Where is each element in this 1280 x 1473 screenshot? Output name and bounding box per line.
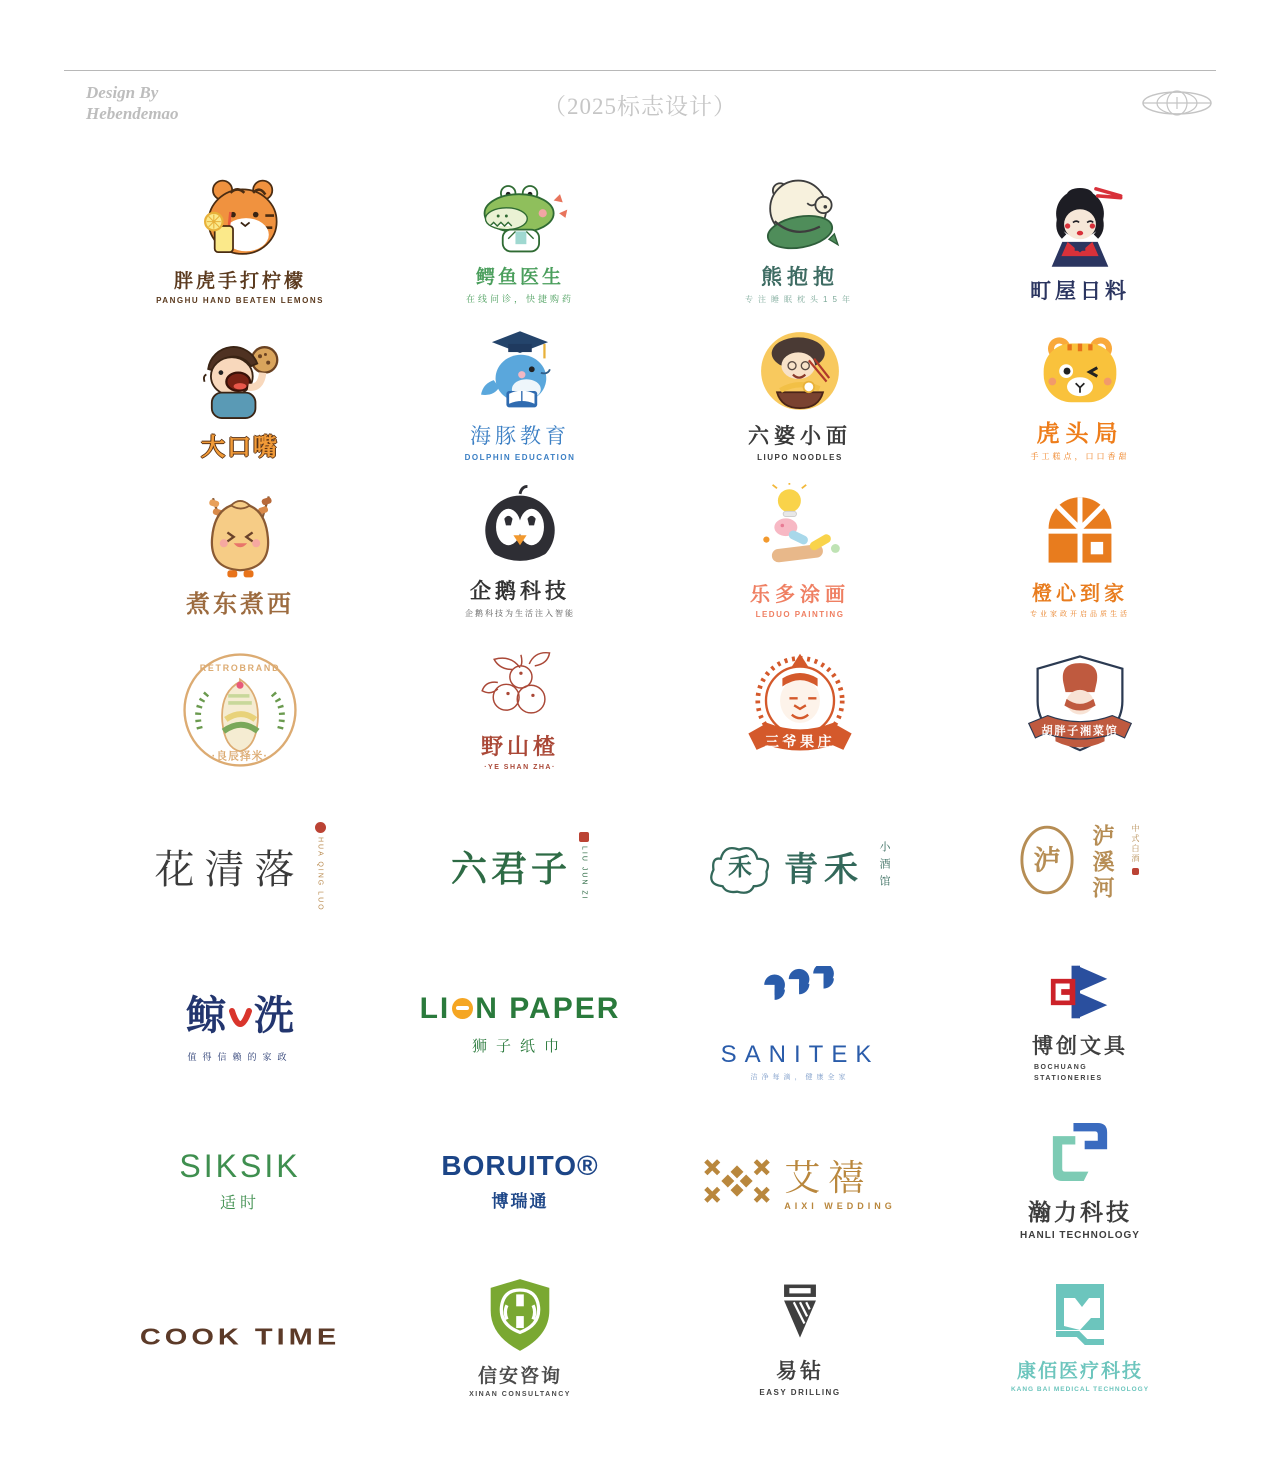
logo-card-panghu [100,160,380,317]
badge-banner-text: 三爷果庄 [764,732,836,749]
bc-monogram-icon [1049,963,1111,1021]
logo-title: 海豚教育 [470,425,570,448]
logo-title: 乐多涂画 [750,584,850,606]
logo-card-hanli [940,1102,1220,1259]
seal-character: 泸 [1033,845,1061,876]
teal-m-square-icon [1048,1282,1112,1348]
logo-subtitle: 适时 [219,1195,260,1212]
seal-column [579,832,589,901]
logo-title-char-1: 鲸 [186,994,226,1038]
red-seal-icon [1132,868,1139,875]
logo-card-siksik [100,1102,380,1259]
logo-subtitle: 博瑞通 [491,1191,549,1211]
wireframe-globe-icon [1140,88,1214,118]
logo-card-aixi [660,1102,940,1259]
logo-title-part-2: N PAPER [475,991,621,1025]
logo-subtitle: EASY DRILLING [759,1388,841,1397]
lion-face-icon [452,998,473,1019]
logo-subtitle: XINAN CONSULTANCY [469,1391,571,1398]
logo-title: 瀚力科技 [1028,1198,1132,1225]
oval-seal-icon [1019,824,1075,896]
logo-title: COOK TIME [139,1324,341,1350]
tiger-head-icon [1035,332,1125,412]
seal-character: 禾 [728,853,752,881]
logo-card-machiya [940,160,1220,317]
logo-card-liupo-noodles [660,317,940,474]
logo-title: 泸溪河 [1090,823,1115,902]
logo-subtitle: KANG BAI MEDICAL TECHNOLOGY [1010,1386,1150,1393]
red-seal-icon [315,822,326,833]
logo-title: 虎头局 [1036,420,1124,446]
red-u-swoosh-icon [228,1007,252,1041]
logo-subtitle: LIUPO NOODLES [757,453,843,462]
crocodile-doctor-icon [470,173,570,259]
orange-house-icon [1037,490,1123,574]
logo-title: 六君子 [450,849,571,889]
credit-line-1: Design By [86,83,159,102]
logo-card-bochuang [940,945,1220,1102]
logo-card-luxihe [940,788,1220,945]
logo-card-qinghe [660,788,940,945]
bun-with-skewers-icon [193,491,287,581]
chef-shield-badge-icon [1022,651,1138,769]
doodle-letter-L-icon [754,483,846,575]
logo-title: 六婆小面 [748,425,852,448]
drill-bit-icon [769,1278,831,1346]
granny-noodles-icon [754,325,846,417]
logo-subtitle: LEDUO PAINTING [755,610,845,619]
logo-subtitle: ·YE SHAN ZHA· [484,763,556,771]
logo-title: 博创文具 [1032,1035,1128,1058]
logo-card-dolphin-education [380,317,660,474]
logo-title: SANITEK [720,1040,880,1068]
red-seal-icon [579,832,589,842]
logo-title: 鳄鱼医生 [475,267,564,288]
logo-title: 胖虎手打柠檬 [173,271,306,292]
logo-title: SIKSIK [179,1148,301,1184]
cloud-seal-icon [708,838,772,896]
logo-card-hutouju [940,317,1220,474]
seal-column [315,822,326,912]
bear-hug-pillow-icon [753,170,847,258]
green-shield-icon [485,1277,555,1353]
logo-title-part-1: LI [419,991,451,1025]
logo-title: 青禾 [784,851,864,889]
logo-subtitle: 洁净每滴，健康全家 [750,1073,850,1081]
logo-title: 野山楂 [480,733,559,759]
logo-title: 熊抱抱 [761,266,839,289]
logo-subtitle: 手工糕点，口口香甜 [1030,452,1130,461]
logo-card-huaqingluo [100,788,380,945]
logo-subtitle: 狮子纸巾 [471,1037,568,1055]
logo-title: 大口嘴 [201,434,279,461]
interlocked-squares-icon [1051,1121,1109,1183]
logo-card-xinan [380,1259,660,1416]
logo-title: 橙心到家 [1032,583,1128,605]
logo-subtitle: BOCHUANG STATIONERIES [1034,1064,1103,1082]
logo-card-yeshanzha [380,631,660,788]
logo-card-jingxi [100,945,380,1102]
logo-subtitle: 企鹅科技为生活注入智能 [465,609,575,618]
logo-subtitle: 专业家政开启品质生活 [1030,611,1130,618]
logo-card-cooktime [100,1259,380,1416]
logo-subtitle: 值得信赖的家政 [187,1052,293,1062]
logo-card-crocodile-doctor [380,160,660,317]
logo-subtitle: HANLI TECHNOLOGY [1020,1229,1140,1241]
penguin-icon [477,482,563,572]
logo-card-yizuan [660,1259,940,1416]
badge-arc-bottom: ·良辰择米· [211,750,269,763]
logo-title: 艾禧 [784,1158,873,1198]
tiger-lemonade-icon [192,175,288,263]
logo-title: 煮东煮西 [186,592,294,618]
badge-arc-top: RETROBRAND [199,662,281,673]
logo-side-text: 小酒馆 [878,841,890,892]
logo-title: 町屋日料 [1030,280,1130,303]
logo-side-text: HUA QING LUO [316,836,324,912]
logo-subtitle: 在线问诊，快捷购药 [465,294,574,304]
dolphin-graduate-icon [472,327,568,417]
logo-card-penguin-tech [380,474,660,631]
logo-title-char-2: 洗 [254,994,294,1038]
logo-card-bear-hug [660,160,940,317]
knot-pattern-icon [704,1148,770,1214]
badge-banner-text: 胡胖子湘菜馆 [1041,725,1119,738]
logo-card-zhudongzhuxi [100,474,380,631]
elder-portrait-badge-icon [739,651,861,769]
logo-subtitle: 专注睡眠枕头15年 [745,295,855,304]
page-title: （2025标志设计） [543,94,737,119]
logo-card-leduo-painting [660,474,940,631]
logo-side-text: 中式白酒 [1131,823,1140,864]
logo-title: 康佰医疗科技 [1016,1361,1143,1382]
logo-title: 易钻 [776,1360,824,1383]
water-waves-icon [762,966,838,1030]
rice-grain-badge-icon [181,651,299,769]
hawthorn-sketch-icon [472,649,568,727]
logo-card-kangbai [940,1259,1220,1416]
logo-card-sanye [660,631,940,788]
logo-side-text: LIU JUN ZI [580,846,588,901]
logo-card-lion-paper [380,945,660,1102]
logo-grid [100,160,1220,1416]
logo-card-hupangzi [940,631,1220,788]
boy-eating-cookie-icon [190,334,290,424]
logo-title: 花清落 [154,846,305,892]
logo-title: 企鹅科技 [470,580,570,603]
logo-card-liangchenzemi [100,631,380,788]
logo-card-chengxin [940,474,1220,631]
logo-title: BORUITO® [441,1149,599,1181]
header-divider [64,70,1216,71]
logo-card-sanitek [660,945,940,1102]
logo-card-boruito [380,1102,660,1259]
logo-title: 信安咨询 [477,1366,562,1387]
geisha-icon [1034,180,1126,272]
logo-card-liujunzi [380,788,660,945]
logo-card-dakouzui [100,317,380,474]
logo-subtitle: PANGHU HAND BEATEN LEMONS [156,296,324,305]
logo-subtitle: AIXI WEDDING [784,1201,896,1211]
credit-line-2: Hebendemao [86,104,179,124]
logo-subtitle: DOLPHIN EDUCATION [464,453,576,462]
